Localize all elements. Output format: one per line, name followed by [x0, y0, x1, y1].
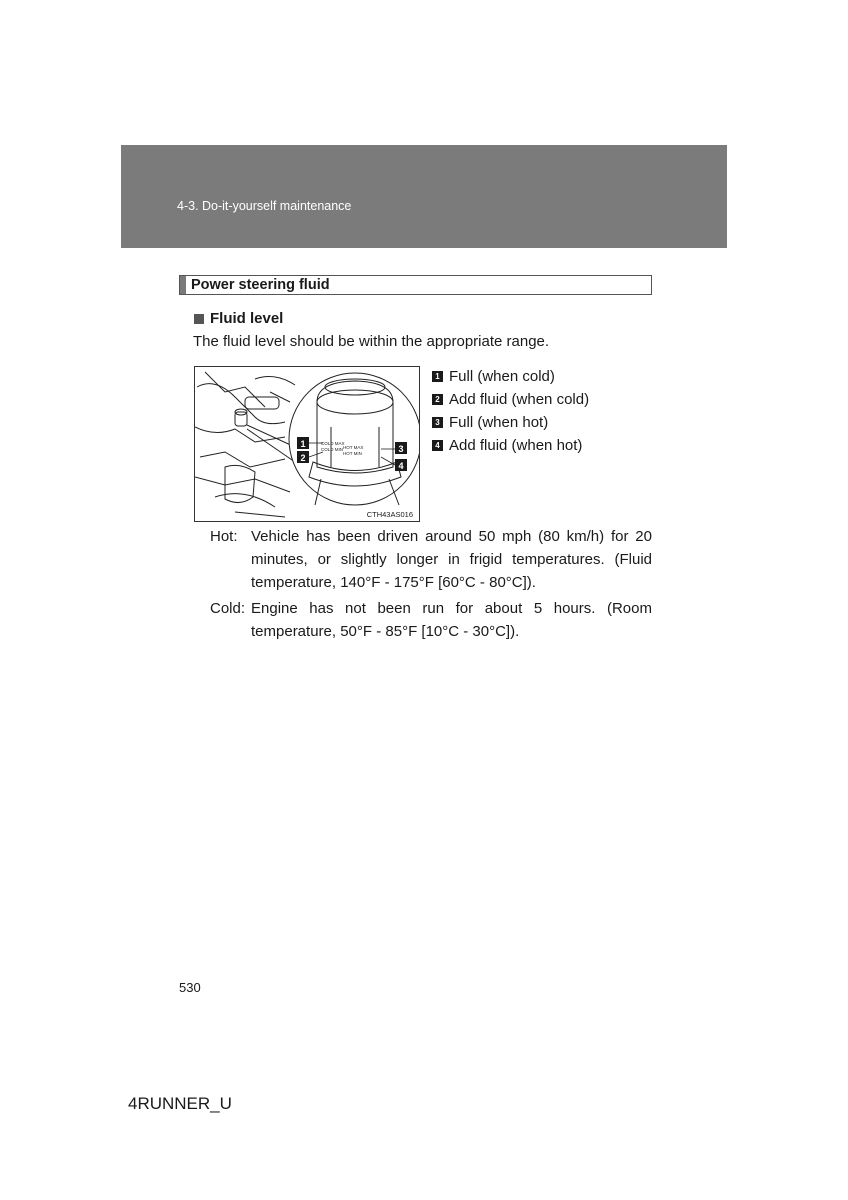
legend-number-badge: 3	[432, 417, 443, 428]
callout-3: 3	[398, 444, 404, 454]
figure-code: CTH43AS016	[366, 510, 413, 519]
legend-item	[432, 434, 589, 457]
square-bullet-icon	[194, 314, 204, 324]
callout-4: 4	[398, 461, 404, 471]
chapter-header	[121, 145, 727, 248]
engine-bay-drawing	[195, 367, 419, 521]
legend-number-badge: 1	[432, 371, 443, 382]
definition-cold	[210, 597, 652, 643]
legend-item	[432, 388, 589, 411]
subsection-heading	[194, 310, 283, 327]
section-heading	[179, 275, 652, 295]
callout-2: 2	[300, 453, 306, 463]
reservoir-illustration	[194, 366, 420, 522]
legend-number-badge: 2	[432, 394, 443, 405]
intro-text: The fluid level should be within the appropriate range.	[193, 333, 550, 350]
legend-label: Add fluid (when cold)	[449, 391, 590, 408]
svg-text:HOT MIN: HOT MIN	[343, 451, 362, 456]
definition-term: Cold:	[210, 600, 246, 617]
page-number: 530	[179, 980, 201, 995]
svg-text:COLD MIN: COLD MIN	[321, 447, 344, 452]
figure-legend	[432, 365, 589, 457]
legend-label: Full (when cold)	[449, 368, 555, 385]
legend-label: Add fluid (when hot)	[449, 437, 583, 454]
subsection-title: Fluid level	[210, 310, 284, 327]
heading-accent-bar	[180, 276, 186, 294]
definition-term: Hot:	[210, 528, 238, 545]
legend-number-badge: 4	[432, 440, 443, 451]
svg-text:HOT MAX: HOT MAX	[343, 445, 364, 450]
footer-code: 4RUNNER_U	[128, 1094, 232, 1113]
legend-label: Full (when hot)	[449, 414, 549, 431]
definition-text: Vehicle has been driven around 50 mph (80 km/h) for 20 minutes, or slightly longer in frigid temperatures. (Fluid temperature, 140°F - 175°F [60°C - 80°C]).	[251, 528, 652, 591]
legend-item	[432, 411, 589, 434]
legend-item	[432, 365, 589, 388]
temperature-definitions	[210, 525, 652, 646]
svg-text:COLD MAX: COLD MAX	[321, 441, 345, 446]
definition-text: Engine has not been run for about 5 hours. (Room temperature, 50°F - 85°F [10°C - 30°C]).	[251, 600, 652, 640]
chapter-section-label: 4-3. Do-it-yourself maintenance	[177, 199, 352, 213]
definition-hot	[210, 525, 652, 594]
callout-1: 1	[300, 439, 306, 449]
section-title: Power steering fluid	[191, 277, 330, 293]
